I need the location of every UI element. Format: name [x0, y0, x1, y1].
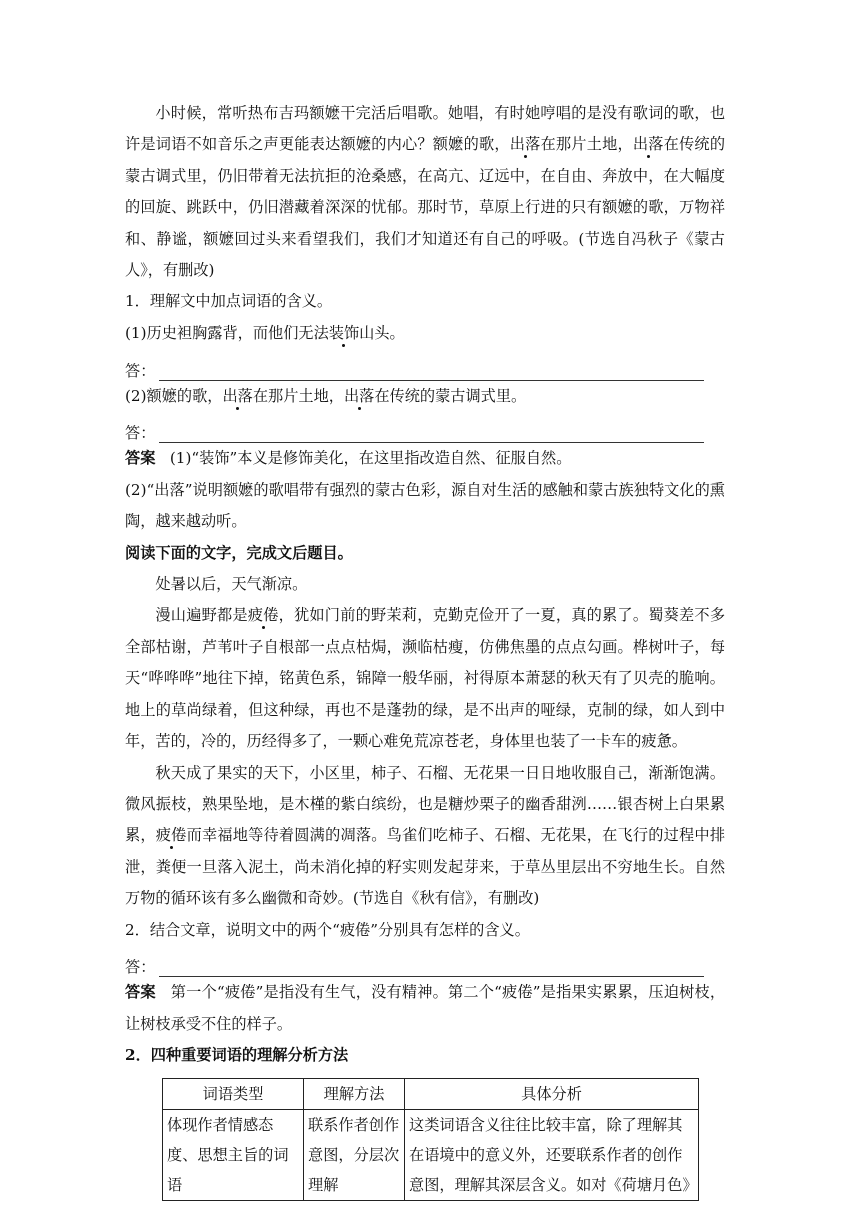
table-header-row	[163, 1078, 699, 1109]
answer-line-3[interactable]	[125, 946, 725, 977]
table-header-cell: 具体分析	[405, 1078, 699, 1109]
dotted-word: 出落	[632, 135, 664, 154]
answer-prompt: 答：	[125, 958, 156, 977]
answer-blank[interactable]	[159, 425, 704, 443]
table-cell: 联系作者创作意图，分层次理解	[304, 1109, 405, 1200]
answer-label: 答案	[125, 983, 156, 1002]
passage-text: 而幸福地等待着圆满的凋落。鸟雀们吃柿子、石榴、无花果，在飞行的过程中排泄，粪便一旦落入泥土，尚未消化掉的籽实则发起芽来，于草丛里层出不穷地生长。自然万物的循环该有多么幽微和奇妙。(节选自《秋有信》，有删改)	[125, 826, 726, 908]
answer-prompt: 答：	[125, 361, 156, 380]
answer-text: 第一个“疲倦”是指没有生气，没有精神。第二个“疲倦”是指果实累累，压迫树枝，让树枝承受不住的样子。	[125, 983, 726, 1033]
answer-label: 答案	[125, 449, 156, 468]
passage2-para3	[125, 758, 725, 915]
sub-text: 在那片土地，	[252, 386, 344, 405]
answer-prompt: 答：	[125, 424, 156, 443]
method-table	[162, 1078, 699, 1201]
passage-text: 在那片土地，	[540, 135, 633, 154]
dotted-word: 装饰	[328, 323, 360, 342]
document-page	[125, 98, 725, 1201]
passage2-para2	[125, 600, 725, 757]
passage-text: 漫山遍野都是	[155, 606, 248, 625]
answer-line-1[interactable]	[125, 349, 725, 380]
question1-title: 1．理解文中加点词语的含义。	[125, 292, 333, 311]
dotted-word: 出落	[343, 386, 375, 405]
table-header-cell: 理解方法	[304, 1078, 405, 1109]
passage2-para1: 处暑以后，天气渐凉。	[155, 575, 308, 594]
passage1-paragraph	[125, 98, 725, 286]
section-heading: 2．四种重要词语的理解分析方法	[125, 1046, 349, 1065]
question1-answer2: (2)“出落”说明额嬷的歌唱带有强烈的蒙古色彩，源自对生活的感触和蒙古族独特文化的熏陶，越来越动听。	[125, 480, 725, 531]
table-header-cell: 词语类型	[163, 1078, 304, 1109]
dotted-word: 疲倦	[155, 826, 187, 845]
question2-answer	[125, 977, 725, 1040]
sub-text: (1)历史袒胸露背，而他们无法	[125, 323, 329, 342]
table-cell: 体现作者情感态度、思想主旨的词语	[163, 1109, 304, 1200]
reading-instruction: 阅读下面的文字，完成文后题目。	[125, 543, 353, 562]
question1-sub1	[125, 318, 725, 349]
question1-sub2	[125, 381, 725, 412]
dotted-word: 出落	[509, 135, 541, 154]
question2-title: 2．结合文章，说明文中的两个“疲倦”分别具有怎样的含义。	[125, 920, 530, 939]
table-row	[163, 1109, 699, 1200]
sub-text: (2)额嬷的歌，	[125, 386, 223, 405]
answer-blank[interactable]	[159, 959, 704, 977]
passage-text: 小时候，常听热布吉玛额嬷干完活后唱歌。她唱，有时她哼唱的是没有歌词的歌，也许是词语不如音乐之声更能表达额嬷的内心？额嬷的歌，	[125, 104, 725, 154]
passage-text: 在传统的蒙古调式里，仍旧带着无法抗拒的沧桑感，在高亢、辽远中，在自由、奔放中，在大幅度的回旋、跳跃中，仍旧潜藏着深深的忧郁。那时节，草原上行进的只有额嬷的歌，万物祥和、静谧，额嬷回过头来看望我们，我们才知道还有自己的呼吸。(节选自冯秋子《蒙古人》，有删改)	[125, 135, 726, 280]
table-cell: 这类词语含义往往比较丰富，除了理解其在语境中的意义外，还要联系作者的创作意图，理解其深层含义。如对《荷塘月色》	[405, 1109, 699, 1200]
answer-text: (1)“装饰”本义是修饰美化，在这里指改造自然、征服自然。	[169, 449, 572, 468]
answer-blank[interactable]	[159, 363, 704, 381]
sub-text: 山头。	[359, 323, 405, 342]
passage-text: ，犹如门前的野茉莉，克勤克俭开了一夏，真的累了。蜀葵差不多全部枯谢，芦苇叶子自根部一点点枯焗，濒临枯瘦，仿佛焦墨的点点勾画。桦树叶子，每天“哗哗哗”地往下掉，铭黄色系，锦障一般华丽，衬得原本萧瑟的秋天有了贝壳的脆响。地上的草尚绿着，但这种绿，再也不是蓬勃的绿，是不出声的哑绿，克制的绿，如人到中年，苦的，冷的，历经得多了，一颗心难免荒凉苍老，身体里也装了一卡车的疲惫。	[125, 606, 726, 751]
passage-text: 秋天成了果实的天下，小区里，柿子、石榴、无花果一日日地收服自己，渐渐饱满。微风振枝，熟果坠地，是木槿的紫白缤纷，也是糖炒栗子的幽香甜洌……银杏树上白果累累，	[125, 763, 725, 845]
dotted-word: 出落	[222, 386, 253, 405]
dotted-word: 疲倦	[247, 606, 279, 625]
sub-text: 在传统的蒙古调式里。	[374, 386, 527, 405]
answer-line-2[interactable]	[125, 412, 725, 443]
question1-answer	[125, 443, 725, 474]
